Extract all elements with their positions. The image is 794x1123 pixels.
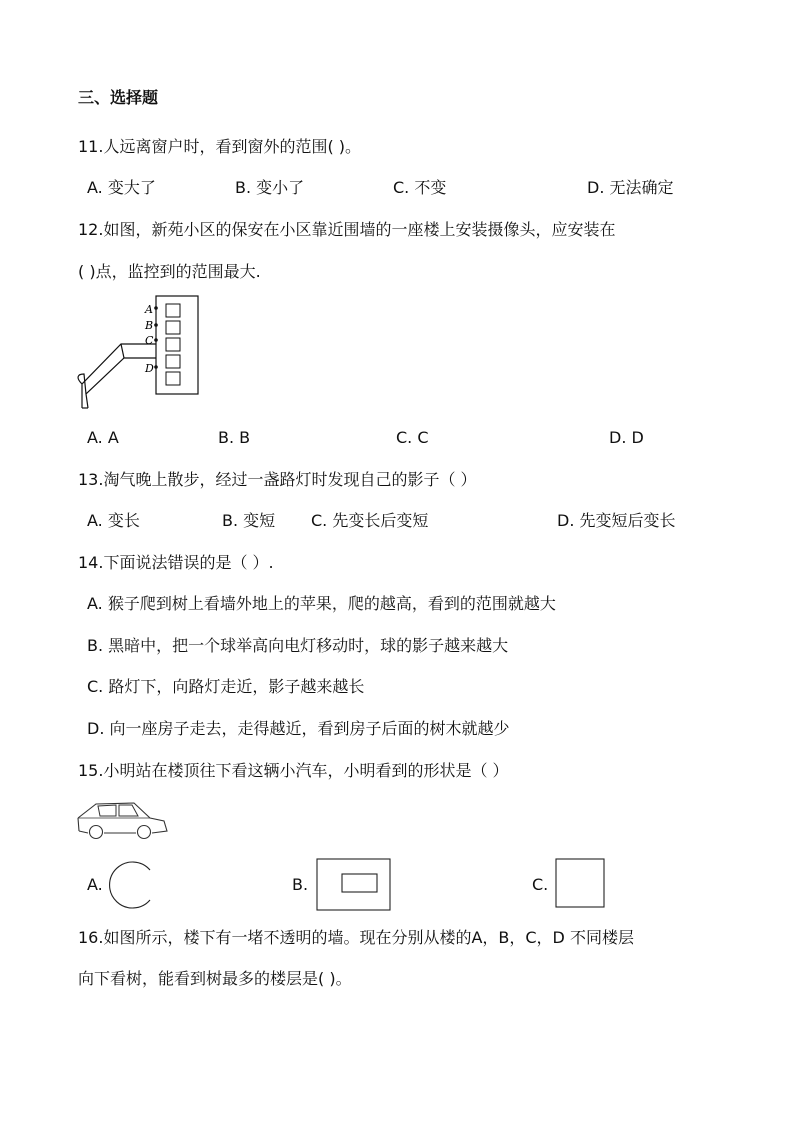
question-16-stem-line1: 16.如图所示，楼下有一堵不透明的墙。现在分别从楼的A，B，C，D 不同楼层 (78, 928, 634, 947)
q13-option-d: D. 先变短后变长 (557, 511, 676, 530)
window (166, 304, 180, 317)
point-b (154, 323, 158, 327)
q15-option-b-label: B. (292, 875, 309, 894)
question-14-stem: 14.下面说法错误的是（ ）. (78, 553, 274, 572)
q14-option-d: D. 向一座房子走去，走得越近，看到房子后面的树木就越少 (87, 719, 510, 738)
point-a (154, 306, 158, 310)
q12-option-a: A. A (87, 428, 119, 447)
window (166, 321, 180, 334)
q13-option-a: A. 变长 (87, 511, 140, 530)
wall-top (82, 344, 156, 408)
question-15-stem: 15.小明站在楼顶往下看这辆小汽车，小明看到的形状是（ ） (78, 761, 509, 780)
question-12-stem-line1: 12.如图，新苑小区的保安在小区靠近围墙的一座楼上安装摄像头，应安装在 (78, 220, 616, 239)
section-title: 三、选择题 (78, 88, 159, 107)
car-window (98, 805, 116, 816)
window (166, 372, 180, 385)
question-13-stem: 13.淘气晚上散步，经过一盏路灯时发现自己的影子（ ） (78, 470, 477, 489)
q11-option-d: D. 无法确定 (587, 178, 674, 197)
q14-option-b: B. 黑暗中，把一个球举高向电灯移动时，球的影子越来越大 (87, 636, 509, 655)
label-d: D (145, 362, 154, 375)
car-wheel (138, 826, 151, 839)
q12-option-c: C. C (396, 428, 429, 447)
q11-option-a: A. 变大了 (87, 178, 156, 197)
point-d (154, 365, 158, 369)
q14-option-c: C. 路灯下，向路灯走近，影子越来越长 (87, 677, 365, 696)
question-16-stem-line2: 向下看树，能看到树最多的楼层是( )。 (78, 969, 352, 988)
q15-option-c-label: C. (532, 875, 549, 894)
question-11-stem: 11.人远离窗户时，看到窗外的范围( )。 (78, 137, 362, 156)
window (166, 355, 180, 368)
question-12-stem-line2: ( )点，监控到的范围最大. (78, 262, 261, 281)
car-wheel (90, 826, 103, 839)
q11-option-b: B. 变小了 (235, 178, 305, 197)
q11-option-c: C. 不变 (393, 178, 447, 197)
q15-option-a-label: A. (87, 875, 103, 894)
q12-option-d: D. D (609, 428, 644, 447)
q15-option-a-circle (106, 858, 162, 912)
q15-option-b-rectangles (316, 858, 392, 912)
label-b: B (145, 319, 154, 332)
q13-option-c: C. 先变长后变短 (311, 511, 429, 530)
car-window (119, 805, 138, 816)
building-outline (156, 296, 198, 394)
q15-car-figure (76, 798, 172, 840)
q15-option-c-square (555, 858, 607, 910)
label-c: C (145, 334, 154, 347)
q14-option-a: A. 猴子爬到树上看墙外地上的苹果，爬的越高，看到的范围就越大 (87, 594, 556, 613)
q12-option-b: B. B (218, 428, 251, 447)
label-a: A (145, 303, 153, 316)
q12-building-figure (72, 294, 202, 414)
window (166, 338, 180, 351)
q13-option-b: B. 变短 (222, 511, 276, 530)
point-c (154, 338, 158, 342)
